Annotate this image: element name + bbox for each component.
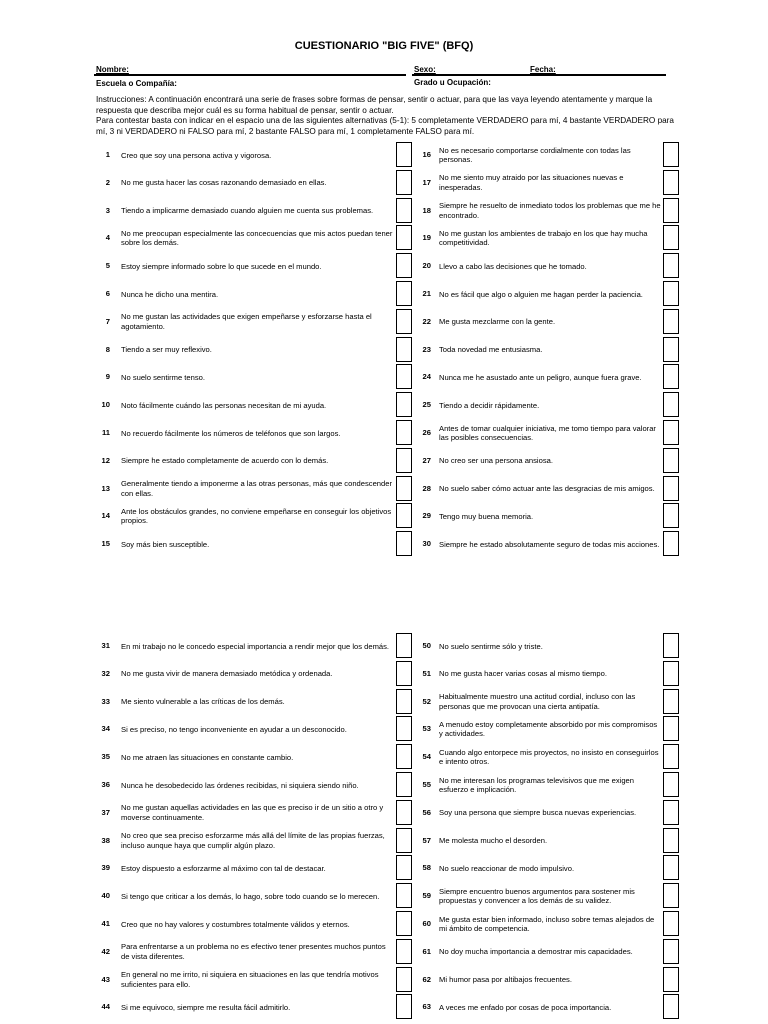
question-text: Nunca me he asustado ante un peligro, aunque fuera grave.: [439, 372, 642, 382]
question-text: Siempre he estado absolutamente seguro de todas mis acciones.: [439, 539, 660, 549]
question-number: 13: [101, 483, 110, 493]
instructions-para-1: Instrucciones: A continuación encontrará una serie de frases sobre formas de pensar, sentir o actuar, para que las vaya leyendo atentamente y marque la respuesta que describa mejor cuál es su forma habitual de pensar, sentir o actuar.: [96, 95, 653, 115]
question-text: No creo ser una persona ansiosa.: [439, 456, 553, 466]
answer-box[interactable]: [663, 855, 679, 880]
question-text: Ante los obstáculos grandes, no conviene empeñarse en conseguir los objetivos propios.: [121, 506, 392, 526]
question-number: 62: [422, 974, 431, 984]
question-number: 14: [101, 511, 110, 521]
question-number: 57: [422, 835, 431, 845]
question-text: Tiendo a ser muy reflexivo.: [121, 345, 212, 355]
question-text: Siempre he estado completamente de acuerdo con lo demás.: [121, 456, 329, 466]
question-text: No creo que sea preciso esforzarme más allá del límite de las propias fuerzas, incluso aunque haya que cumplir algún plazo.: [121, 831, 385, 850]
question-text: Nunca he dicho una mentira.: [121, 289, 219, 299]
question-number: 15: [101, 539, 110, 549]
question-number: 32: [101, 668, 110, 678]
question-text: No me siento muy atraido por las situaciones nuevas e inesperadas.: [439, 173, 624, 192]
question-text: Si me equivoco, siempre me resulta fácil admitirlo.: [121, 1002, 291, 1012]
question-number: 7: [105, 316, 110, 326]
question-number: 53: [422, 724, 431, 734]
question-text: Me gusta estar bien informado, incluso sobre temas alejados de mi ámbito de competencia.: [439, 914, 655, 933]
question-number: 10: [101, 400, 110, 410]
instructions-para-2: Para contestar basta con indicar en el espacio una de las siguientes alternativas (5-1): 5 completamente VERDADERO para mí, 4 bastante VERDADERO para mí, 3 ni VERDADERO ni FALSO para mí, 2 bastante FALSO para mí, 1 completamente FALSO para mí.: [96, 116, 674, 136]
answer-box[interactable]: [663, 689, 679, 714]
question-number: 6: [105, 289, 110, 298]
question-number: 56: [422, 807, 431, 817]
question-number: 8: [105, 344, 110, 354]
question-text: Nunca he desobedecido las órdenes recibidas, ni siquiera siendo niño.: [121, 780, 359, 790]
answer-box[interactable]: [663, 531, 679, 556]
question-number: 37: [101, 807, 110, 817]
question-text: A menudo estoy completamente absorbido por mis compromisos y actividades.: [439, 719, 658, 739]
question-text: Noto fácilmente cuándo las personas necesitan de mi ayuda.: [121, 400, 327, 410]
answer-box[interactable]: [663, 772, 679, 797]
question-text: Tengo muy buena memoria.: [439, 511, 534, 521]
question-text: No recuerdo fácilmente los números de teléfonos que son largos.: [121, 428, 341, 438]
question-text: Si es preciso, no tengo inconveniente en ayudar a un desconocido.: [121, 724, 347, 734]
question-text: A veces me enfado por cosas de poca importancia.: [439, 1002, 612, 1012]
question-number: 24: [422, 372, 431, 382]
answer-box[interactable]: [663, 716, 679, 741]
answer-box[interactable]: [663, 392, 679, 417]
question-text: Toda novedad me entusiasma.: [439, 345, 543, 355]
question-number: 52: [422, 696, 431, 706]
question-text: No suelo sentirme sólo y triste.: [439, 641, 543, 651]
question-text: Si tengo que criticar a los demás, lo hago, sobre todo cuando se lo merecen.: [121, 891, 380, 901]
question-number: 28: [422, 483, 431, 493]
answer-box[interactable]: [663, 744, 679, 769]
sexo-label: Sexo:: [414, 65, 436, 74]
question-text: Me siento vulnerable a las críticas de los demás.: [121, 697, 285, 707]
question-number: 5: [105, 261, 110, 271]
question-text: Habitualmente muestro una actitud cordial, incluso con las personas que me provocan una cierta antipatía.: [439, 692, 636, 711]
question-text: No me gustan los ambientes de trabajo en los que hay mucha competitividad.: [439, 228, 648, 248]
answer-box[interactable]: [663, 661, 679, 686]
question-text: Creo que no hay valores y costumbres totalmente válidos y eternos.: [121, 919, 350, 929]
question-number: 44: [101, 1002, 110, 1012]
question-number: 25: [422, 400, 431, 410]
question-number: 20: [422, 261, 431, 271]
question-number: 17: [422, 177, 431, 187]
fecha-label: Fecha:: [530, 65, 556, 74]
question-number: 22: [422, 316, 431, 326]
question-text: No suelo sentirme tenso.: [121, 372, 205, 382]
question-text: No me gusta hacer las cosas razonando demasiado en ellas.: [121, 178, 327, 188]
answer-box[interactable]: [663, 253, 679, 278]
question-text: Mi humor pasa por altibajos frecuentes.: [439, 975, 572, 985]
question-number: 12: [101, 455, 110, 465]
question-text: Me gusta mezclarme con la gente.: [439, 317, 556, 327]
question-text: Siempre encuentro buenos argumentos para sostener mis propuestas y convencer a los demás de su validez.: [439, 886, 635, 906]
answer-box[interactable]: [663, 142, 679, 167]
question-number: 38: [101, 835, 110, 845]
question-number: 2: [105, 177, 110, 187]
nombre-label: Nombre:: [96, 65, 129, 74]
answer-box[interactable]: [663, 633, 679, 658]
answer-box[interactable]: [663, 364, 679, 389]
question-text: Creo que soy una persona activa y vigorosa.: [121, 150, 272, 160]
question-text: No suelo saber cómo actuar ante las desgracias de mis amigos.: [439, 484, 655, 494]
question-number: 26: [422, 428, 431, 437]
answer-box[interactable]: [663, 420, 679, 445]
question-number: 33: [101, 696, 110, 706]
answer-box[interactable]: [663, 883, 679, 908]
question-text: No me gusta vivir de manera demasiado metódica y ordenada.: [121, 669, 333, 679]
question-text: Me molesta mucho el desorden.: [439, 836, 548, 846]
answer-box[interactable]: [663, 476, 679, 501]
question-text: No me preocupan especialmente las concecuencias que mis actos puedan tener sobre los demás.: [121, 228, 393, 248]
question-number: 58: [422, 863, 431, 873]
question-number: 18: [422, 205, 431, 215]
question-text: No es necesario comportarse cordialmente con todas las personas.: [439, 145, 631, 164]
answer-box[interactable]: [663, 967, 679, 992]
question-number: 60: [422, 919, 431, 928]
answer-box[interactable]: [663, 281, 679, 306]
question-text: No me atraen las situaciones en constante cambio.: [121, 752, 294, 762]
question-text: No doy mucha importancia a demostrar mis capacidades.: [439, 947, 633, 957]
answer-box[interactable]: [663, 225, 679, 250]
question-number: 41: [101, 919, 110, 928]
instructions: [96, 95, 686, 137]
question-number: 30: [422, 539, 431, 549]
question-number: 9: [105, 372, 110, 382]
answer-box[interactable]: [663, 800, 679, 825]
question-text: Generalmente tiendo a imponerme a las otras personas, más que condescender con ellas.: [121, 479, 392, 498]
question-number: 4: [105, 233, 110, 243]
answer-box[interactable]: [663, 198, 679, 223]
question-number: 11: [101, 428, 110, 437]
question-number: 61: [422, 946, 431, 956]
question-text: En mi trabajo no le concedo especial importancia a rendir mejor que los demás.: [121, 641, 390, 651]
question-text: Cuando algo entorpece mis proyectos, no insisto en conseguirlos e intento otros.: [439, 747, 659, 767]
question-text: No me gusta hacer varias cosas al mismo tiempo.: [439, 669, 607, 679]
question-number: 31: [101, 641, 110, 650]
question-number: 3: [105, 205, 110, 215]
question-number: 21: [422, 289, 431, 298]
question-text: No es fácil que algo o alguien me hagan perder la paciencia.: [439, 289, 643, 299]
question-number: 50: [422, 641, 431, 650]
question-text: Siempre he resuelto de inmediato todos los problemas que me he encontrado.: [439, 201, 661, 220]
question-number: 34: [101, 724, 110, 734]
answer-box[interactable]: [663, 939, 679, 964]
question-text: Soy más bien susceptible.: [121, 539, 210, 549]
answer-box[interactable]: [663, 911, 679, 936]
question-text: Antes de tomar cualquier iniciativa, me tomo tiempo para valorar las posibles consecuencias.: [439, 423, 656, 442]
question-text: Estoy dispuesto a esforzarme al máximo con tal de destacar.: [121, 863, 326, 873]
question-text: Estoy siempre informado sobre lo que sucede en el mundo.: [121, 261, 322, 271]
question-number: 51: [422, 668, 431, 678]
question-text: Tiendo a decidir rápidamente.: [439, 400, 540, 410]
question-number: 63: [422, 1002, 431, 1012]
question-text: No suelo reaccionar de modo impulsivo.: [439, 863, 575, 873]
question-text: No me gustan aquellas actividades en las que es preciso ir de un sitio a otro y moverse continuamente.: [121, 803, 384, 822]
question-number: 35: [101, 752, 110, 762]
question-number: 29: [422, 511, 431, 521]
question-text: Para enfrentarse a un problema no es efectivo tener presentes muchos puntos de vista diferentes.: [121, 942, 386, 961]
question-text: Tiendo a implicarme demasiado cuando alguien me cuenta sus problemas.: [121, 206, 374, 216]
question-number: 55: [422, 780, 431, 789]
question-number: 19: [422, 233, 431, 243]
question-text: En general no me irrito, ni siquiera en situaciones en las que tendría motivos suficientes para ello.: [121, 970, 379, 989]
answer-box[interactable]: [663, 337, 679, 362]
answer-box[interactable]: [663, 503, 679, 528]
question-number: 16: [422, 150, 431, 159]
answer-box[interactable]: [663, 448, 679, 473]
question-number: 43: [101, 974, 110, 984]
question-text: No me gustan las actividades que exigen empeñarse y esforzarse hasta el agotamiento.: [121, 312, 372, 331]
answer-box[interactable]: [663, 170, 679, 195]
escuela-label: Escuela o Compañía:: [96, 79, 177, 88]
sexo-fecha-line[interactable]: [412, 74, 666, 76]
page-title: CUESTIONARIO "BIG FIVE" (BFQ): [294, 40, 474, 52]
question-number: 23: [422, 344, 431, 354]
answer-box[interactable]: [663, 828, 679, 853]
question-text: No me interesan los programas televisivos que me exigen esfuerzo e implicación.: [439, 775, 635, 794]
question-number: 36: [101, 780, 110, 789]
question-number: 27: [422, 455, 431, 465]
question-number: 39: [101, 863, 110, 873]
question-text: Soy una persona que siempre busca nuevas experiencias.: [439, 808, 637, 818]
answer-box[interactable]: [663, 309, 679, 334]
question-number: 54: [422, 752, 431, 762]
question-number: 1: [105, 150, 110, 159]
nombre-line[interactable]: [94, 74, 406, 76]
question-number: 42: [101, 946, 110, 956]
question-text: Llevo a cabo las decisiones que he tomado.: [439, 261, 587, 271]
answer-box[interactable]: [663, 994, 679, 1019]
grado-label: Grado u Ocupación:: [414, 78, 491, 87]
question-number: 59: [422, 891, 431, 901]
question-number: 40: [101, 891, 110, 901]
